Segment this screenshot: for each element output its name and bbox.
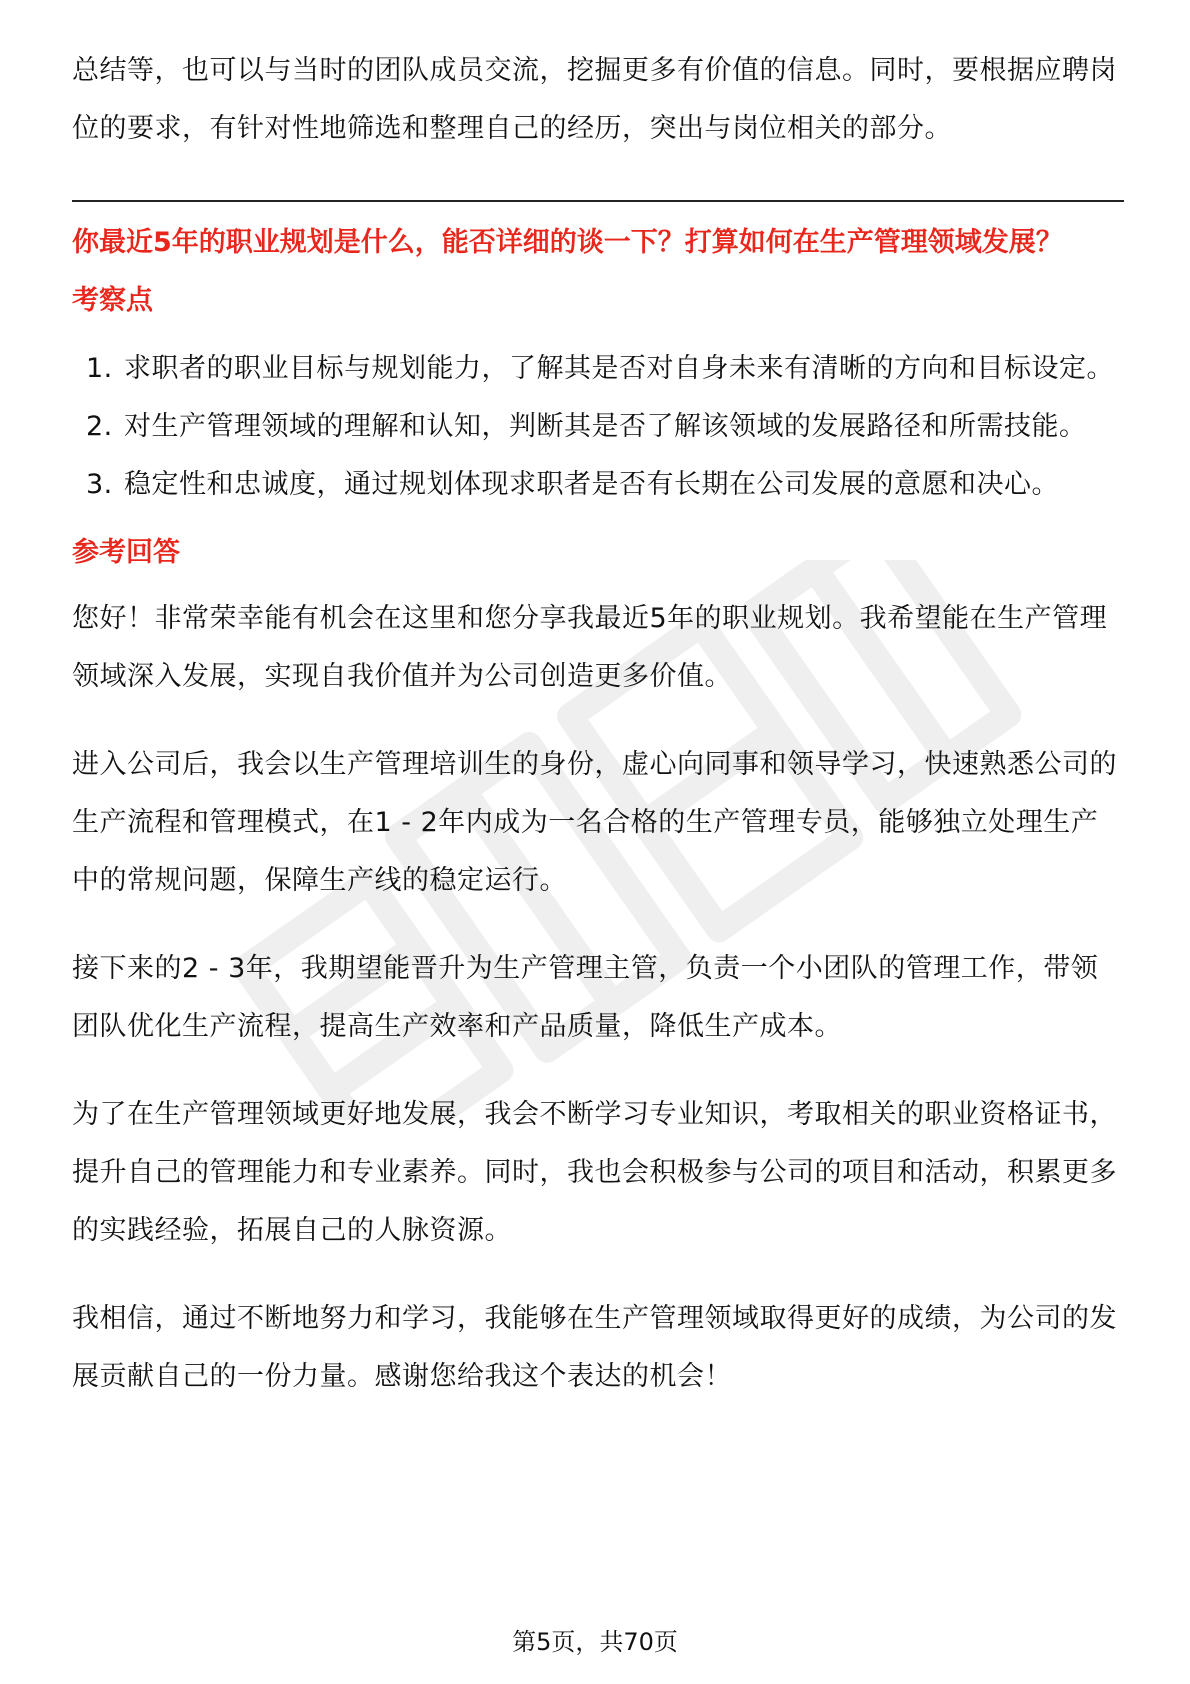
- answer-paragraph: 接下来的2 - 3年，我期望能晋升为生产管理主管，负责一个小团队的管理工作，带领团队优化生产流程，提高生产效率和产品质量，降低生产成本。: [72, 953, 1099, 1042]
- assessment-item: [72, 340, 1124, 398]
- assessment-item-text: 对生产管理领域的理解和认知，判断其是否了解该领域的发展路径和所需技能。: [124, 411, 1087, 442]
- answer-paragraph: 我相信，通过不断地努力和学习，我能够在生产管理领域取得更好的成绩，为公司的发展贡献自己的一份力量。感谢您给我这个表达的机会！: [72, 1303, 1117, 1392]
- assessment-list: [72, 340, 1124, 514]
- assessment-item-number: 3.: [86, 469, 113, 500]
- answer-paragraph: 您好！非常荣幸能有机会在这里和您分享我最近5年的职业规划。我希望能在生产管理领域深入发展，实现自我价值并为公司创造更多价值。: [72, 603, 1108, 692]
- assessment-heading: 考察点: [72, 285, 153, 316]
- assessment-item: [72, 456, 1124, 514]
- answer-heading: 参考回答: [72, 537, 180, 568]
- answer-paragraph: 进入公司后，我会以生产管理培训生的身份，虚心向同事和领导学习，快速熟悉公司的生产流程和管理模式，在1 - 2年内成为一名合格的生产管理专员，能够独立处理生产中的常规问题，保障生产线的稳定运行。: [72, 749, 1117, 896]
- assessment-item-text: 稳定性和忠诚度，通过规划体现求职者是否有长期在公司发展的意愿和决心。: [124, 469, 1059, 500]
- assessment-item-number: 1.: [86, 353, 113, 384]
- question-title: 你最近5年的职业规划是什么，能否详细的谈一下？打算如何在生产管理领域发展？: [72, 227, 1063, 258]
- assessment-item-number: 2.: [86, 411, 113, 442]
- intro-paragraph: 总结等，也可以与当时的团队成员交流，挖掘更多有价值的信息。同时，要根据应聘岗位的要求，有针对性地筛选和整理自己的经历，突出与岗位相关的部分。: [72, 55, 1117, 144]
- page-number-footer: 第5页，共70页: [512, 1628, 678, 1656]
- assessment-item-text: 求职者的职业目标与规划能力，了解其是否对自身未来有清晰的方向和目标设定。: [124, 353, 1114, 384]
- document-page: [72, 40, 1124, 1436]
- section-divider: [72, 200, 1124, 202]
- assessment-item: [72, 398, 1124, 456]
- answer-paragraph: 为了在生产管理领域更好地发展，我会不断学习专业知识，考取相关的职业资格证书，提升自己的管理能力和专业素养。同时，我也会积极参与公司的项目和活动，积累更多的实践经验，拓展自己的人脉资源。: [72, 1099, 1117, 1246]
